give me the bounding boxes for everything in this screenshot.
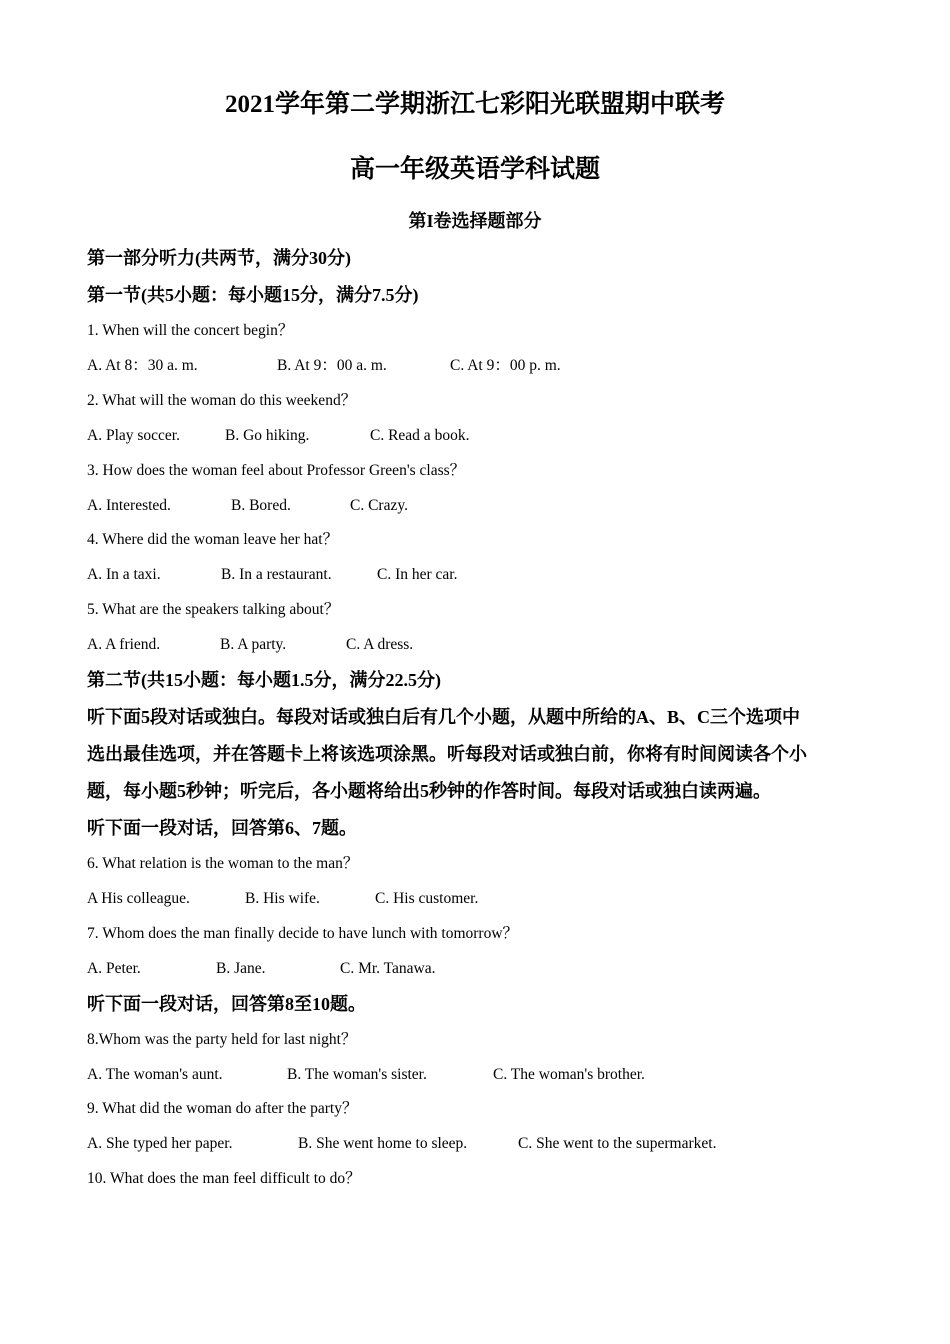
question-7: 7. Whom does the man finally decide to have lunch with tomorrow？: [87, 925, 519, 942]
question-5-options: [87, 634, 887, 656]
question-4-options: [87, 564, 887, 586]
option-a: A. Interested.: [87, 497, 171, 514]
volume-heading: 第I卷选择题部分: [408, 211, 542, 231]
question-1: 1. When will the concert begin？: [87, 322, 294, 339]
option-a: A. The woman's aunt.: [87, 1066, 223, 1083]
option-a: A. She typed her paper.: [87, 1135, 233, 1152]
part1-heading: 第一部分听力(共两节，满分30分): [87, 248, 351, 268]
instructions-line-1: 听下面5段对话或独白。每段对话或独白后有几个小题，从题中所给的A、B、C三个选项中: [87, 707, 800, 727]
question-6-options: [87, 888, 887, 910]
question-10: 10. What does the man feel difficult to do？: [87, 1170, 361, 1187]
option-c: C. His customer.: [375, 890, 479, 907]
option-a: A. At 8：30 a. m.: [87, 357, 198, 374]
option-c: C. At 9：00 p. m.: [450, 357, 561, 374]
option-a: A. A friend.: [87, 636, 161, 653]
question-9-options: [87, 1133, 887, 1155]
question-4: 4. Where did the woman leave her hat？: [87, 531, 339, 548]
question-2-options: [87, 425, 887, 447]
section1-heading: 第一节(共5小题：每小题15分，满分7.5分): [87, 285, 419, 305]
option-b: B. Go hiking.: [225, 427, 310, 444]
dialog-6-7-heading: 听下面一段对话，回答第6、7题。: [87, 818, 357, 838]
question-9: 9. What did the woman do after the party？: [87, 1100, 358, 1117]
section2-heading: 第二节(共15小题：每小题1.5分，满分22.5分): [87, 670, 441, 690]
option-a: A His colleague.: [87, 890, 190, 907]
option-b: B. In a restaurant.: [221, 566, 332, 583]
option-c: C. Crazy.: [350, 497, 408, 514]
exam-title: 2021学年第二学期浙江七彩阳光联盟期中联考: [224, 91, 725, 118]
instructions-line-3: 题，每小题5秒钟；听完后，各小题将给出5秒钟的作答时间。每段对话或独白读两遍。: [87, 781, 771, 801]
option-c: C. She went to the supermarket.: [518, 1135, 717, 1152]
option-b: B. His wife.: [245, 890, 320, 907]
question-7-options: [87, 958, 887, 980]
option-a: A. Play soccer.: [87, 427, 180, 444]
question-3-options: [87, 495, 887, 517]
question-8-options: [87, 1064, 887, 1086]
question-1-options: [87, 355, 887, 377]
option-b: B. A party.: [220, 636, 287, 653]
option-b: B. Jane.: [216, 960, 266, 977]
option-c: C. A dress.: [346, 636, 414, 653]
option-a: A. In a taxi.: [87, 566, 161, 583]
exam-subject-title: 高一年级英语学科试题: [349, 156, 600, 183]
option-a: A. Peter.: [87, 960, 141, 977]
dialog-8-10-heading: 听下面一段对话，回答第8至10题。: [87, 994, 366, 1014]
question-6: 6. What relation is the woman to the man？: [87, 855, 359, 872]
option-c: C. The woman's brother.: [493, 1066, 645, 1083]
option-c: C. Read a book.: [370, 427, 470, 444]
option-b: B. At 9：00 a. m.: [277, 357, 387, 374]
instructions-line-2: 选出最佳选项，并在答题卡上将该选项涂黑。听每段对话或独白前，你将有时间阅读各个小: [87, 744, 807, 764]
option-b: B. She went home to sleep.: [298, 1135, 468, 1152]
question-2: 2. What will the woman do this weekend？: [87, 392, 357, 409]
option-c: C. In her car.: [377, 566, 458, 583]
option-b: B. The woman's sister.: [287, 1066, 427, 1083]
question-5: 5. What are the speakers talking about？: [87, 601, 340, 618]
question-3: 3. How does the woman feel about Professor Green's class？: [87, 462, 466, 479]
option-b: B. Bored.: [231, 497, 291, 514]
option-c: C. Mr. Tanawa.: [340, 960, 436, 977]
question-8: 8.Whom was the party held for last night？: [87, 1031, 357, 1048]
